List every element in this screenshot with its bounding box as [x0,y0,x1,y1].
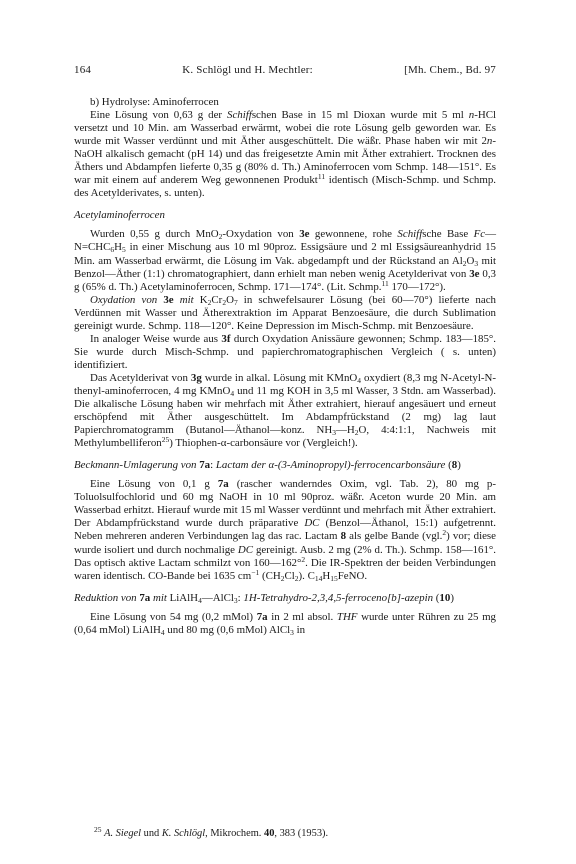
section-heading-beckmann: Beckmann-Umlagerung von 7a: Lactam der α-(3-Aminopropyl)-ferrocencarbonsäure (8) [74,459,461,472]
header-journal: [Mh. Chem., Bd. 97 [404,64,496,76]
section-heading-hydrolyse: b) Hydrolyse: Aminoferrocen [90,96,219,108]
paragraph-reduktion: Eine Lösung von 54 mg (0,2 mMol) 7a in 2 ml absol. THF wurde unter Rühren zu 25 mg (0,64 mMol) LiAlH$_4$ und 80 mg (0,6 mMol) AlCl$_3$ in [74,610,497,637]
footnote-25: $^{25}$ A. Siegel und K. Schlögl, Mikrochem. 40, 383 (1953). [94,825,329,839]
paragraph-acetyl-3: In analoger Weise wurde aus 3f durch Oxydation Anissäure gewonnen; Schmp. 183—185°. Sie wurde durch Misch-Schmp. und papierchromatographischen Vergleich ( s. unten) identifiziert. [74,332,496,371]
paragraph-acetyl-2: Oxydation von 3e mit $K_2Cr_2O_7$ in schwefelsaurer Lösung (bei 60—70°) lieferte nach Verdünnen mit Wasser und Ätherextraktion im Apparat Benzoesäure, die durch Sublimation gereinigt wurde. Schmp. 118—120°. Keine Depression im Misch-Schmp. mit Benzoesäure. [74,293,496,332]
paragraph-acetyl-4: Das Acetylderivat von 3g wurde in alkal. Lösung mit KMnO$_4$ oxydiert (8,3 mg N-Acetyl-N-thenyl-aminoferrocen, 4 mg KMnO$_4$ und 11 mg KOH in 3,5 ml Wasser, 3 Stdn. am Wasserbad). Die alkalische Lösung haben wir mehrfach mit Äther extrahiert, hierauf angesäuert und erneut erschöpfend mit Äther ausgeschüttelt. Im Abdampfrückstand (2 mg) lag laut Papierchromatogramm (Butanol—Äthanol—konz. $NH_3—H_2O$, 4:4:1:1, Nachweis mit Methylumbelliferon$^{25}$) Thiophen-α-carbonsäure vor (Vergleich!). [74,371,497,450]
section-heading-reduktion: Reduktion von 7a mit LiAlH$_4$—AlCl$_3$: 1H-Tetrahydro-2,3,4,5-ferroceno[b]-azepin (10) [74,591,454,605]
main-text [74,96,496,637]
header-authors: K. Schlögl und H. Mechtler: [182,64,313,76]
page-number: 164 [74,64,92,76]
running-header [74,64,496,76]
paragraph-acetyl-1: Wurden 0,55 g durch MnO$_2$-Oxydation von 3e gewonnene, rohe Schiffsche Base $Fc—N=CHC_6H_5$ in einer Mischung aus 10 ml 90proz. Essigsäure und 2 ml Essigsäureanhydrid 15 Min. am Wasserbad erwärmt, die Lösung im Vak. abgedampft und der Rückstand an $Al_2O_3$ mit Benzol—Äther (1:1) chromatographiert, dann erhielt man neben wenig Acetylderivat von 3e 0,3 g (65% d. Th.) Acetylaminoferrocen, Schmp. 171—174°. (Lit. Schmp.$^{11}$ 170—172°). [74,228,496,293]
section-heading-acetylaminoferrocen: Acetylaminoferrocen [74,209,165,222]
footnote [74,825,496,839]
paragraph-beckmann: Eine Lösung von 0,1 g 7a (rascher wanderndes Oxim, vgl. Tab. 2), 80 mg p-Toluolsulfochlorid und 60 mg NaOH in 10 ml 90proz. wäßr. Aceton wurde 20 Min. am Wasserbad erhitzt. Hierauf wurde mit 15 ml Wasser verdünnt und mehrfach mit Äther extrahiert. Der Abdampfrückstand wurde durch präparative DC (Benzol—Äthanol, 15:1) aufgetrennt. Neben mehreren anderen Verbindungen lag das rac. Lactam 8 als gelbe Bande (vgl.$^2$) vor; diese wurde isoliert und durch nochmalige DC gereinigt. Ausb. 2 mg (2% d. Th.). Schmp. 158—161°. Das optisch aktive Lactam schmilzt von 160—162°$^2$. Die IR-Spektren der beiden Verbindungen waren identisch. CO-Bande bei 1635 $cm^{-1}$ $(CH_2Cl_2)$. $C_{14}H_{15}FeNO$. [74,478,497,583]
paragraph-hydrolyse: Eine Lösung von 0,63 g der Schiffschen Base in 15 ml Dioxan wurde mit 5 ml n-HCl versetzt und 10 Min. am Wasserbad erwärmt, wobei die rote Lösung gelb geworden war. Es wurde mit Wasser verdünnt und mit Äther ausgeschüttelt. Die wäßr. Phase haben wir mit 2n-NaOH alkalisch gemacht (pH 14) und das freigesetzte Amin mit Äther extrahiert. Trocknen des Äthers und Abdampfen lieferte 0,35 g (80% d. Th.) Aminoferrocen vom Schmp. 148—151°. Es war mit einem auf anderem Weg gewonnenen Produkt$^{11}$ identisch (Misch-Schmp. und Schmp. des Acetylderivates, s. unten). [74,109,496,200]
